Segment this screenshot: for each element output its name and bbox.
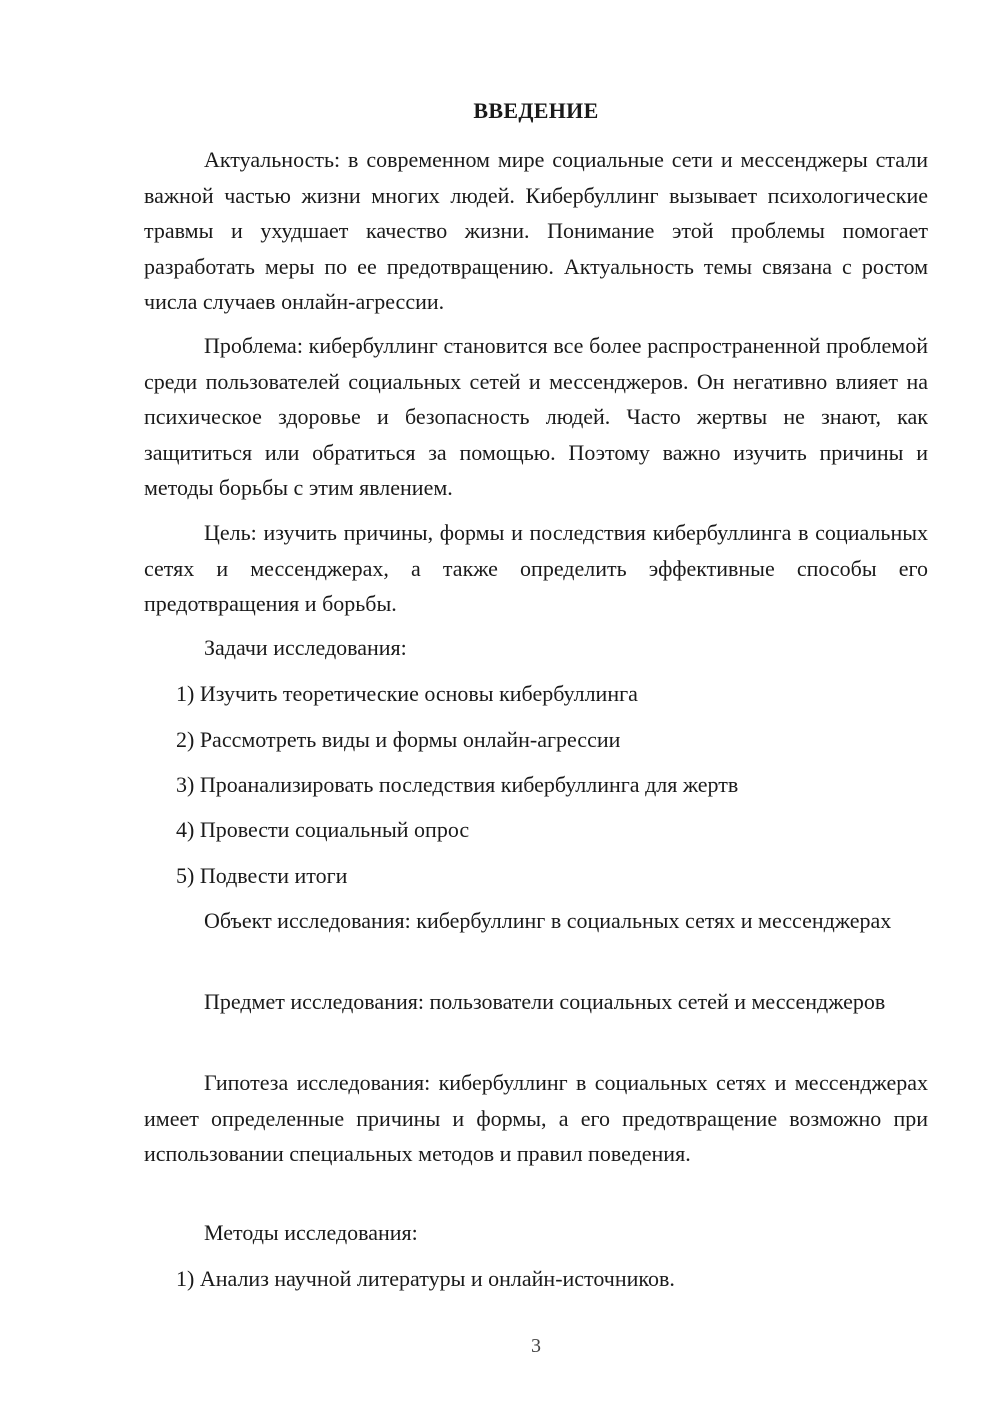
- relevance-paragraph: Актуальность: в современном мире социальные сети и мессенджеры стали важной частью жизни многих людей. Кибербуллинг вызывает психологические травмы и ухудшает качество жизни. Понимание этой проблемы помогает разработать меры по ее предотвращению. Актуальность темы связана с ростом числа случаев онлайн-агрессии.: [144, 147, 928, 315]
- document-page: [144, 0, 928, 1414]
- tasks-title: Задачи исследования:: [204, 635, 407, 660]
- problem-paragraph: Проблема: кибербуллинг становится все более распространенной проблемой среди пользователей социальных сетей и мессенджеров. Он негативно влияет на психическое здоровье и безопасность людей. Часто жертвы не знают, как защититься или обратиться за помощью. Поэтому важно изучить причины и методы борьбы с этим явлением.: [144, 333, 928, 501]
- subject-paragraph: Предмет исследования: пользователи социальных сетей и мессенджеров: [204, 989, 886, 1014]
- object-paragraph: Объект исследования: кибербуллинг в социальных сетях и мессенджерах: [204, 908, 892, 933]
- method-item-1: 1) Анализ научной литературы и онлайн-источников.: [176, 1266, 675, 1291]
- page-title: ВВЕДЕНИЕ: [473, 98, 599, 123]
- page-number: 3: [531, 1335, 541, 1357]
- task-item-4: 4) Провести социальный опрос: [176, 817, 470, 842]
- goal-paragraph: Цель: изучить причины, формы и последствия кибербуллинга в социальных сетях и мессенджерах, а также определить эффективные способы его предотвращения и борьбы.: [144, 520, 928, 617]
- task-item-5: 5) Подвести итоги: [176, 863, 348, 888]
- task-item-2: 2) Рассмотреть виды и формы онлайн-агрессии: [176, 727, 621, 752]
- task-item-1: 1) Изучить теоретические основы кибербуллинга: [176, 681, 638, 706]
- task-item-3: 3) Проанализировать последствия кибербуллинга для жертв: [176, 772, 739, 797]
- methods-title: Методы исследования:: [204, 1220, 418, 1245]
- hypothesis-paragraph: Гипотеза исследования: кибербуллинг в социальных сетях и мессенджерах имеет определенные причины и формы, а его предотвращение возможно при использовании специальных методов и правил поведения.: [144, 1070, 928, 1167]
